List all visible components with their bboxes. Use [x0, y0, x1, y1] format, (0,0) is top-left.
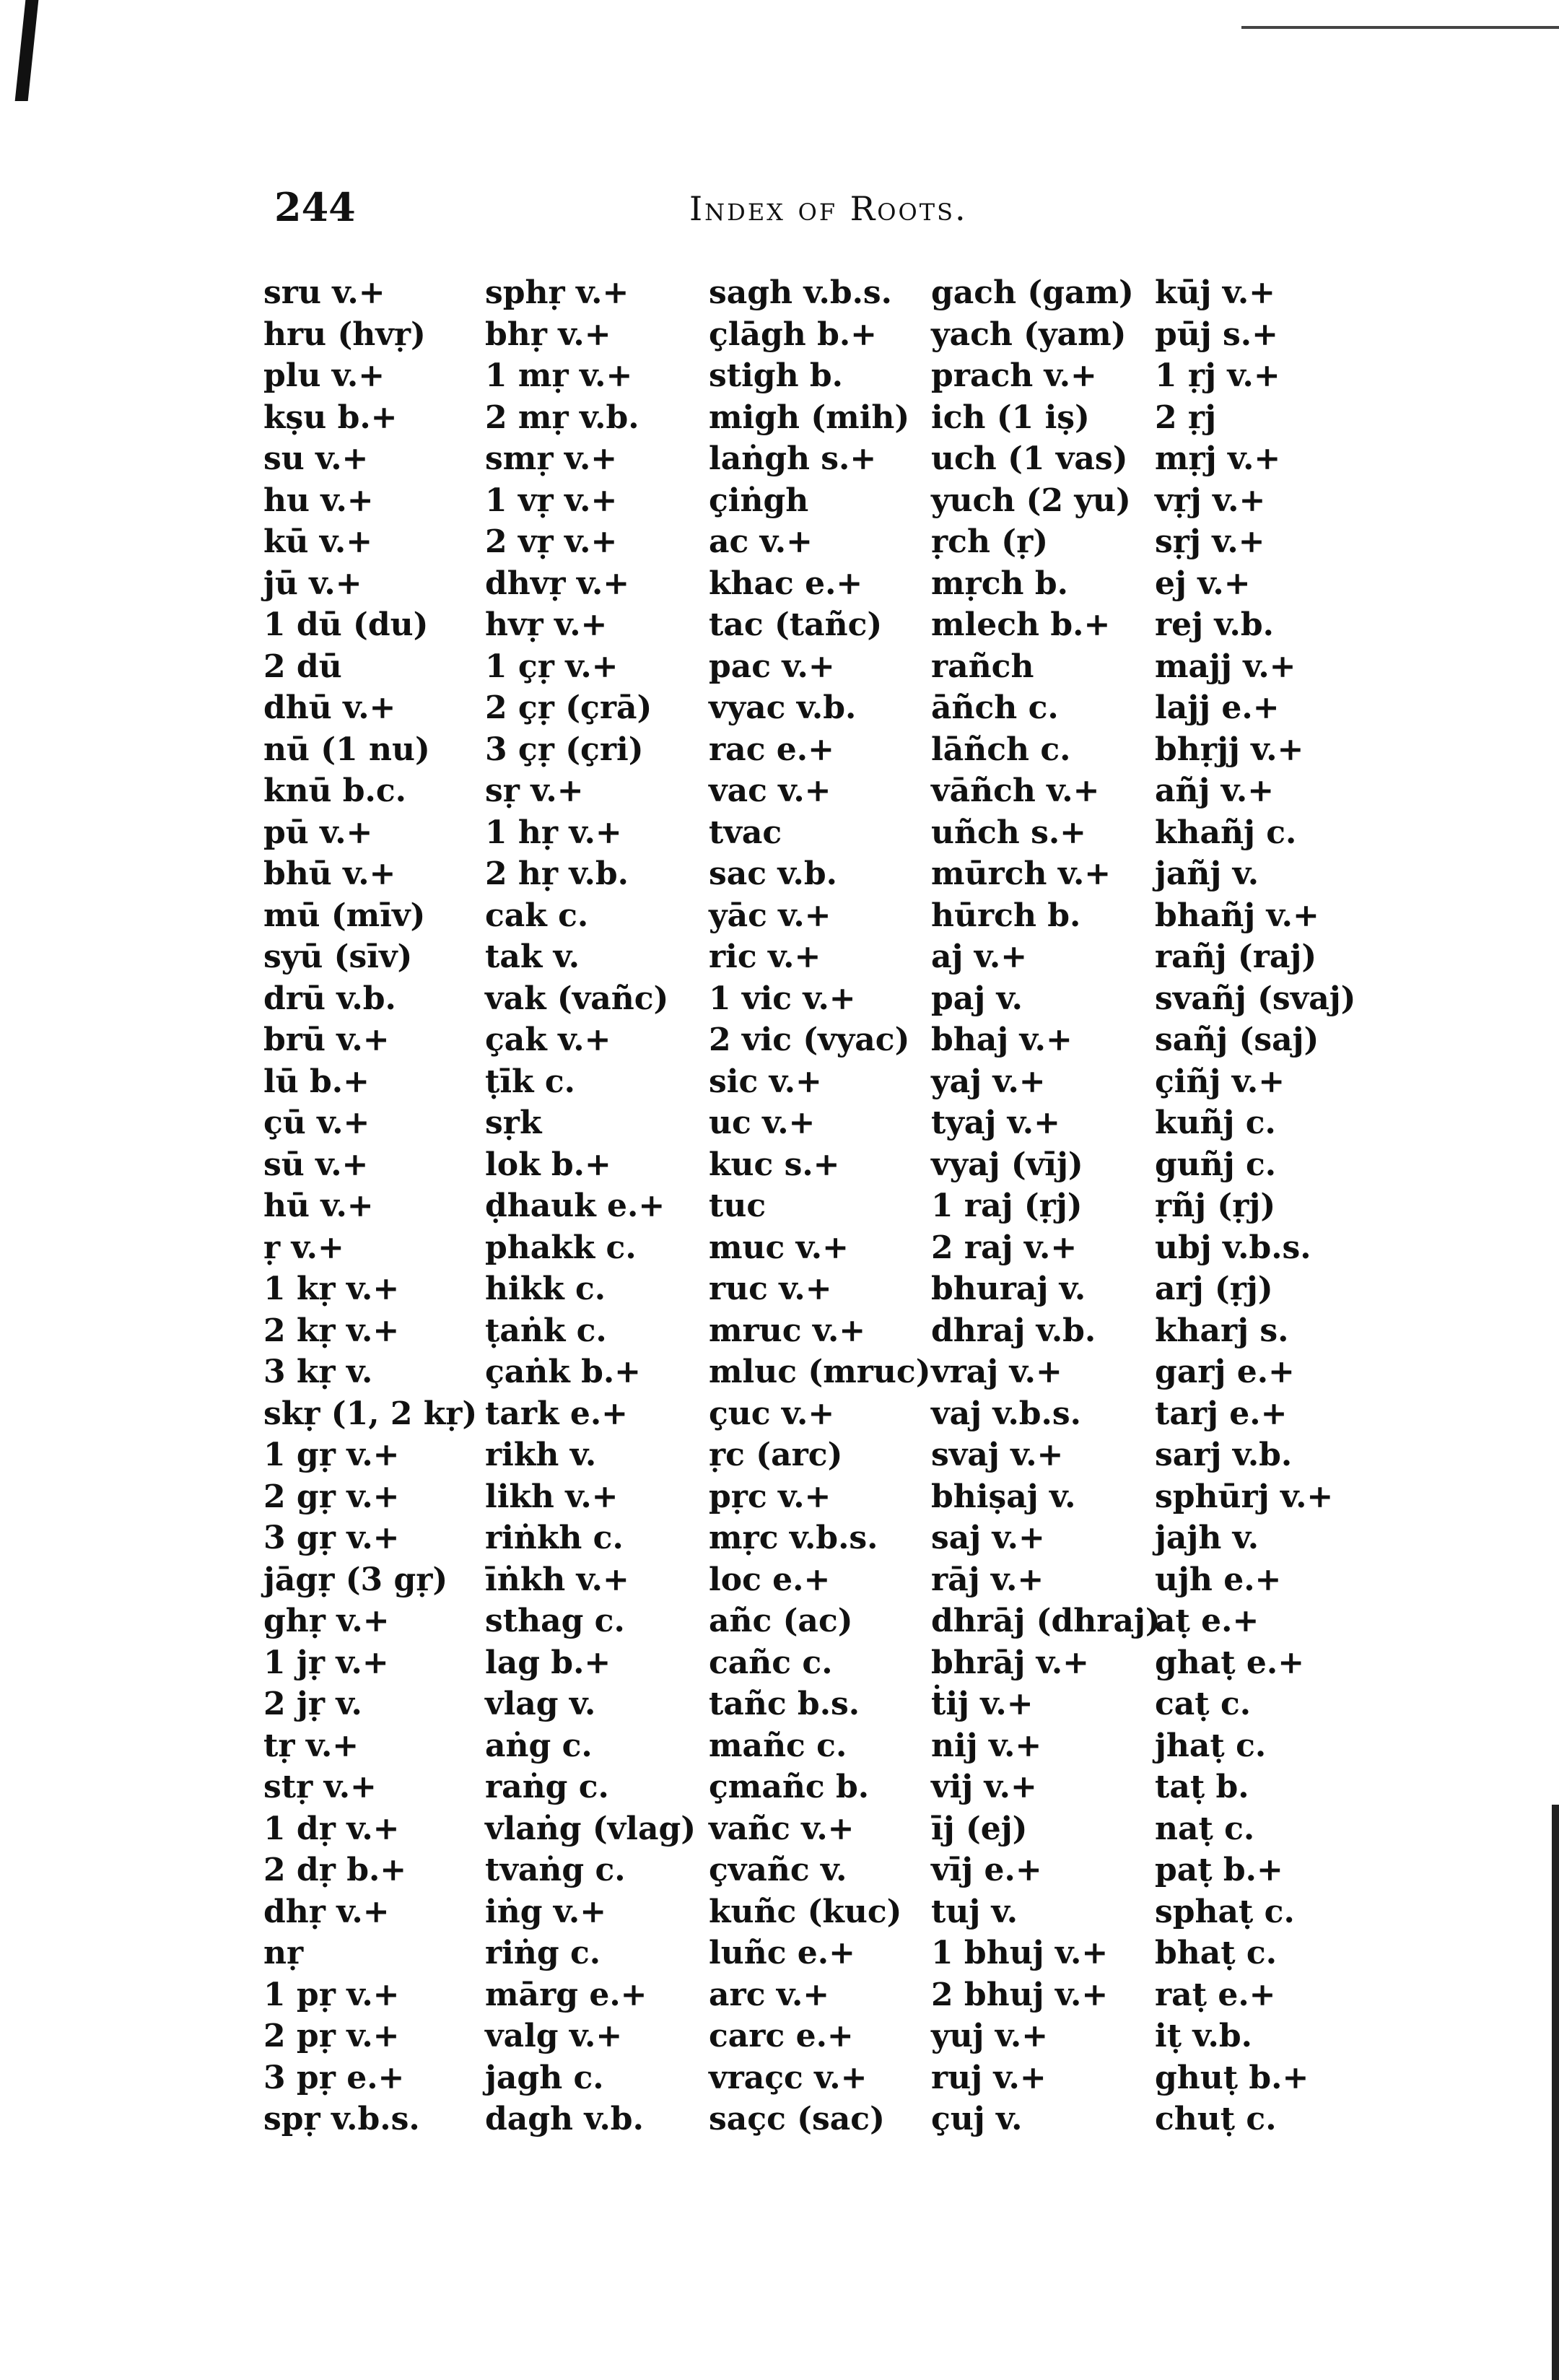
root-entry: sṛ v.+ — [485, 772, 584, 809]
root-entry: çiñj v.+ — [1155, 1063, 1285, 1100]
root-entry: jajh v. — [1155, 1520, 1259, 1556]
root-entry: vyac v.b. — [709, 689, 857, 726]
root-entry: sphaṭ c. — [1155, 1893, 1295, 1930]
root-entry: hu v.+ — [263, 481, 374, 519]
root-entry: lok b.+ — [485, 1146, 611, 1183]
root-entry: kuñj c. — [1155, 1104, 1276, 1141]
root-entry: lag b.+ — [485, 1644, 611, 1681]
root-entry: sru v.+ — [263, 274, 385, 311]
root-entry: 2 hṛ v.b. — [485, 855, 629, 892]
root-entry: tark e.+ — [485, 1395, 628, 1432]
root-entry: vīj e.+ — [931, 1852, 1042, 1888]
root-entry: drū v.b. — [263, 980, 396, 1017]
root-entry: vac v.+ — [709, 772, 831, 809]
root-entry: ej v.+ — [1155, 565, 1251, 602]
root-entry: cañc c. — [709, 1644, 833, 1681]
root-entry: tuc — [709, 1187, 767, 1224]
root-entry: ghaṭ e.+ — [1155, 1644, 1305, 1681]
root-entry: çū v.+ — [263, 1104, 370, 1141]
root-entry: nṛ — [263, 1935, 304, 1971]
root-entry: jāgṛ (3 gṛ) — [263, 1561, 448, 1598]
root-entry: añj v.+ — [1155, 772, 1275, 809]
root-entry: caṭ c. — [1155, 1686, 1252, 1722]
root-entry: riṅg c. — [485, 1935, 601, 1971]
root-entry: ruc v.+ — [709, 1270, 832, 1307]
root-entry: valg v.+ — [485, 2018, 623, 2054]
root-entry: bhaṭ c. — [1155, 1935, 1278, 1971]
root-entry: 2 vṛ v.+ — [485, 523, 618, 560]
root-entry: rej v.b. — [1155, 606, 1274, 643]
root-entry: çlāgh b.+ — [709, 315, 878, 353]
root-entry: sū v.+ — [263, 1146, 369, 1183]
root-entry: paj v. — [931, 980, 1023, 1017]
root-entry: vij v.+ — [931, 1769, 1037, 1805]
root-entry: carc e.+ — [709, 2018, 854, 2054]
root-entry: tvac — [709, 814, 782, 851]
root-entry: su v.+ — [263, 440, 369, 477]
root-entry: hvṛ v.+ — [485, 606, 608, 643]
root-entry: rañj (raj) — [1155, 938, 1317, 975]
root-entry: mañc c. — [709, 1727, 847, 1764]
root-entry: ḍhauk e.+ — [485, 1187, 665, 1224]
root-entry: brū v.+ — [263, 1021, 390, 1058]
root-entry: 1 çṛ v.+ — [485, 648, 619, 685]
root-entry: nij v.+ — [931, 1727, 1042, 1764]
root-entry: stigh b. — [709, 357, 843, 394]
root-entry: ruj v.+ — [931, 2059, 1047, 2096]
root-entry: 1 dū (du) — [263, 606, 429, 643]
root-entry: 3 gṛ v.+ — [263, 1520, 400, 1556]
root-entry: jū v.+ — [263, 565, 362, 602]
root-entry: mlech b.+ — [931, 606, 1111, 643]
root-entry: vraçc v.+ — [709, 2059, 868, 2096]
root-entry: mārg e.+ — [485, 1976, 647, 2013]
root-entry: 1 pṛ v.+ — [263, 1976, 400, 2013]
root-entry: jhaṭ c. — [1155, 1727, 1267, 1764]
root-entry: çuc v.+ — [709, 1395, 835, 1432]
root-entry: cak c. — [485, 897, 589, 934]
root-entry: 1 ṛj v.+ — [1155, 357, 1280, 394]
root-entry: yāc v.+ — [709, 897, 831, 934]
root-entry: āñch c. — [931, 689, 1059, 726]
root-entry: bhiṣaj v. — [931, 1478, 1076, 1515]
page-edge-mark — [15, 0, 39, 101]
root-entry: raṅg c. — [485, 1769, 609, 1805]
root-entry: rac e.+ — [709, 731, 834, 768]
root-entry: vak (vañc) — [485, 980, 669, 1017]
root-entry: hūrch b. — [931, 897, 1081, 934]
root-entry: 1 vic v.+ — [709, 980, 856, 1017]
root-entry: çiṅgh — [709, 481, 809, 519]
root-entry: 2 ṛj — [1155, 398, 1217, 436]
page-number: 244 — [274, 184, 356, 230]
root-entry: ṫij v.+ — [931, 1686, 1034, 1722]
root-entry: mṛj v.+ — [1155, 440, 1281, 477]
root-entry: arj (ṛj) — [1155, 1270, 1273, 1307]
root-entry: saj v.+ — [931, 1520, 1045, 1556]
root-entry: 3 kṛ v. — [263, 1354, 373, 1390]
root-entry: tṛ v.+ — [263, 1727, 359, 1764]
root-entry: chuṭ c. — [1155, 2101, 1277, 2137]
root-entry: ubj v.b.s. — [1155, 1229, 1311, 1266]
root-entry: laṅgh s.+ — [709, 440, 877, 477]
root-entry: prach v.+ — [931, 357, 1097, 394]
root-entry: plu v.+ — [263, 357, 385, 394]
root-entry: jañj v. — [1155, 855, 1259, 892]
root-entry: uñch s.+ — [931, 814, 1087, 851]
root-entry: añc (ac) — [709, 1603, 853, 1639]
root-entry: çak v.+ — [485, 1021, 611, 1058]
root-entry: sthag c. — [485, 1603, 625, 1639]
root-entry: çaṅk b.+ — [485, 1354, 642, 1390]
root-entry: pūj s.+ — [1155, 315, 1278, 353]
root-entry: bhṛjj v.+ — [1155, 731, 1304, 768]
root-entry: 1 dṛ v.+ — [263, 1810, 400, 1847]
root-entry: vṛj v.+ — [1155, 481, 1266, 519]
root-entry: bhrāj v.+ — [931, 1644, 1090, 1681]
root-entry: pṛc v.+ — [709, 1478, 831, 1515]
root-entry: rāj v.+ — [931, 1561, 1044, 1598]
root-entry: phakk c. — [485, 1229, 637, 1266]
root-entry: dhrāj (dhraj) — [931, 1603, 1161, 1639]
root-entry: stṛ v.+ — [263, 1769, 377, 1805]
root-entry: ṛc (arc) — [709, 1437, 843, 1473]
index-column-4 — [931, 272, 1161, 2140]
root-entry: tañc b.s. — [709, 1686, 860, 1722]
root-entry: uc v.+ — [709, 1104, 816, 1141]
root-entry: 2 bhuj v.+ — [931, 1976, 1109, 2013]
root-entry: vlaṅg (vlag) — [485, 1810, 696, 1847]
root-entry: 2 gṛ v.+ — [263, 1478, 400, 1515]
root-entry: bhaj v.+ — [931, 1021, 1073, 1058]
root-entry: īj (ej) — [931, 1810, 1028, 1847]
root-entry: mluc (mruc) — [709, 1354, 931, 1390]
root-entry: riṅkh c. — [485, 1520, 624, 1556]
root-entry: jagh c. — [485, 2059, 604, 2096]
root-entry: 1 jṛ v.+ — [263, 1644, 389, 1681]
index-column-1 — [263, 272, 477, 2140]
root-entry: iṭ v.b. — [1155, 2018, 1252, 2054]
root-entry: 2 çṛ (çrā) — [485, 689, 652, 726]
root-entry: skṛ (1, 2 kṛ) — [263, 1395, 478, 1432]
root-entry: sṛj v.+ — [1155, 523, 1265, 560]
index-column-5 — [1155, 272, 1355, 2140]
root-entry: raṭ e.+ — [1155, 1976, 1276, 2013]
root-entry: sphūrj v.+ — [1155, 1478, 1334, 1515]
root-entry: 1 mṛ v.+ — [485, 357, 633, 394]
root-entry: sagh v.b.s. — [709, 274, 892, 311]
root-entry: ric v.+ — [709, 938, 821, 975]
root-entry: sṛk — [485, 1104, 542, 1141]
root-entry: smṛ v.+ — [485, 440, 618, 477]
root-entry: kuñc (kuc) — [709, 1893, 902, 1930]
root-entry: garj e.+ — [1155, 1354, 1295, 1390]
root-entry: 1 kṛ v.+ — [263, 1270, 400, 1307]
root-entry: pū v.+ — [263, 814, 373, 851]
root-entry: pac v.+ — [709, 648, 835, 685]
root-entry: 2 vic (vyac) — [709, 1021, 910, 1058]
root-entry: paṭ b.+ — [1155, 1852, 1283, 1888]
root-entry: tarj e.+ — [1155, 1395, 1288, 1432]
root-entry: çmañc b. — [709, 1769, 870, 1805]
root-entry: vlag v. — [485, 1686, 596, 1722]
root-entry: spṛ v.b.s. — [263, 2101, 420, 2137]
running-head: Index of Roots. — [689, 189, 968, 228]
root-entry: çuj v. — [931, 2101, 1023, 2137]
root-entry: vāñch v.+ — [931, 772, 1100, 809]
root-entry: ich (1 iṣ) — [931, 398, 1090, 436]
root-entry: 2 kṛ v.+ — [263, 1312, 400, 1349]
root-entry: sarj v.b. — [1155, 1437, 1293, 1473]
root-entry: vyaj (vīj) — [931, 1146, 1083, 1183]
root-entry: tvaṅg c. — [485, 1852, 626, 1888]
root-entry: 1 gṛ v.+ — [263, 1437, 400, 1473]
root-entry: vaj v.b.s. — [931, 1395, 1081, 1432]
root-entry: svañj (svaj) — [1155, 980, 1356, 1017]
root-entry: khañj c. — [1155, 814, 1297, 851]
root-entry: hū v.+ — [263, 1187, 374, 1224]
root-entry: 3 çṛ (çri) — [485, 731, 644, 768]
root-entry: rikh v. — [485, 1437, 597, 1473]
root-entry: guñj c. — [1155, 1146, 1277, 1183]
root-entry: aṭ e.+ — [1155, 1603, 1259, 1639]
root-entry: khac e.+ — [709, 565, 863, 602]
root-entry: dhraj v.b. — [931, 1312, 1096, 1349]
root-entry: tac (tañc) — [709, 606, 883, 643]
root-entry: īṅkh v.+ — [485, 1561, 629, 1598]
root-entry: 2 jṛ v. — [263, 1686, 362, 1722]
root-entry: kharj s. — [1155, 1312, 1289, 1349]
root-entry: loc e.+ — [709, 1561, 831, 1598]
root-entry: mṛch b. — [931, 565, 1068, 602]
root-entry: ṛ v.+ — [263, 1229, 344, 1266]
root-entry: mūrch v.+ — [931, 855, 1112, 892]
root-entry: vraj v.+ — [931, 1354, 1062, 1390]
root-entry: majj v.+ — [1155, 648, 1296, 685]
root-entry: vañc v.+ — [709, 1810, 855, 1847]
root-entry: hru (hvṛ) — [263, 315, 426, 353]
root-entry: arc v.+ — [709, 1976, 830, 2013]
root-entry: tak v. — [485, 938, 580, 975]
root-entry: yach (yam) — [931, 315, 1127, 353]
root-entry: syū (sīv) — [263, 938, 413, 975]
root-entry: gach (gam) — [931, 274, 1134, 311]
root-entry: lāñch c. — [931, 731, 1071, 768]
root-entry: 2 raj v.+ — [931, 1229, 1078, 1266]
root-entry: çvañc v. — [709, 1852, 847, 1888]
root-entry: 2 dṛ b.+ — [263, 1852, 407, 1888]
root-entry: svaj v.+ — [931, 1437, 1064, 1473]
root-entry: 3 pṛ e.+ — [263, 2059, 405, 2096]
root-entry: tuj v. — [931, 1893, 1018, 1930]
root-entry: ac v.+ — [709, 523, 813, 560]
root-entry: ṛch (ṛ) — [931, 523, 1049, 560]
root-entry: uch (1 vas) — [931, 440, 1128, 477]
root-entry: bhṛ v.+ — [485, 315, 611, 353]
root-entry: 1 hṛ v.+ — [485, 814, 622, 851]
page-edge-shadow — [1552, 1805, 1559, 2380]
root-entry: iṅg v.+ — [485, 1893, 607, 1930]
root-entry: 1 raj (ṛj) — [931, 1187, 1083, 1224]
root-entry: kṣu b.+ — [263, 398, 398, 436]
root-entry: mū (mīv) — [263, 897, 426, 934]
root-entry: bhuraj v. — [931, 1270, 1086, 1307]
root-entry: likh v.+ — [485, 1478, 619, 1515]
root-entry: mṛc v.b.s. — [709, 1520, 878, 1556]
root-entry: 2 dū — [263, 648, 342, 685]
root-entry: aṅg c. — [485, 1727, 593, 1764]
root-entry: naṭ c. — [1155, 1810, 1255, 1847]
root-entry: ghuṭ b.+ — [1155, 2059, 1309, 2096]
root-entry: mruc v.+ — [709, 1312, 866, 1349]
root-entry: migh (mih) — [709, 398, 910, 436]
root-entry: rañch — [931, 648, 1034, 685]
root-entry: taṭ b. — [1155, 1769, 1249, 1805]
root-entry: 1 bhuj v.+ — [931, 1935, 1109, 1971]
root-entry: bhañj v.+ — [1155, 897, 1319, 934]
root-entry: dhvṛ v.+ — [485, 565, 630, 602]
root-entry: kū v.+ — [263, 523, 373, 560]
root-entry: kuc s.+ — [709, 1146, 840, 1183]
root-entry: dhṛ v.+ — [263, 1893, 390, 1930]
root-entry: 2 pṛ v.+ — [263, 2018, 400, 2054]
root-entry: ghṛ v.+ — [263, 1603, 390, 1639]
root-entry: hikk c. — [485, 1270, 606, 1307]
root-entry: lū b.+ — [263, 1063, 370, 1100]
root-entry: muc v.+ — [709, 1229, 849, 1266]
root-entry: saçc (sac) — [709, 2101, 885, 2137]
page-edge-line — [1241, 26, 1559, 29]
root-entry: aj v.+ — [931, 938, 1028, 975]
root-entry: ṭaṅk c. — [485, 1312, 607, 1349]
root-entry: luñc e.+ — [709, 1935, 855, 1971]
root-entry: lajj e.+ — [1155, 689, 1280, 726]
root-entry: yaj v.+ — [931, 1063, 1046, 1100]
root-entry: dhū v.+ — [263, 689, 396, 726]
root-entry: 1 vṛ v.+ — [485, 481, 618, 519]
root-entry: sic v.+ — [709, 1063, 822, 1100]
root-entry: knū b.c. — [263, 772, 406, 809]
root-entry: bhū v.+ — [263, 855, 396, 892]
root-entry: dagh v.b. — [485, 2101, 644, 2137]
root-entry: kūj v.+ — [1155, 274, 1276, 311]
index-column-3 — [709, 272, 931, 2140]
root-entry: ujh e.+ — [1155, 1561, 1282, 1598]
root-entry: yuch (2 yu) — [931, 481, 1131, 519]
root-entry: nū (1 nu) — [263, 731, 430, 768]
root-entry: 2 mṛ v.b. — [485, 398, 639, 436]
index-column-2 — [485, 272, 696, 2140]
root-entry: tyaj v.+ — [931, 1104, 1060, 1141]
root-entry: sañj (saj) — [1155, 1021, 1319, 1058]
root-entry: ṛñj (ṛj) — [1155, 1187, 1276, 1224]
root-entry: ṭīk c. — [485, 1063, 575, 1100]
root-entry: yuj v.+ — [931, 2018, 1049, 2054]
root-entry: sphṛ v.+ — [485, 274, 629, 311]
root-entry: sac v.b. — [709, 855, 837, 892]
